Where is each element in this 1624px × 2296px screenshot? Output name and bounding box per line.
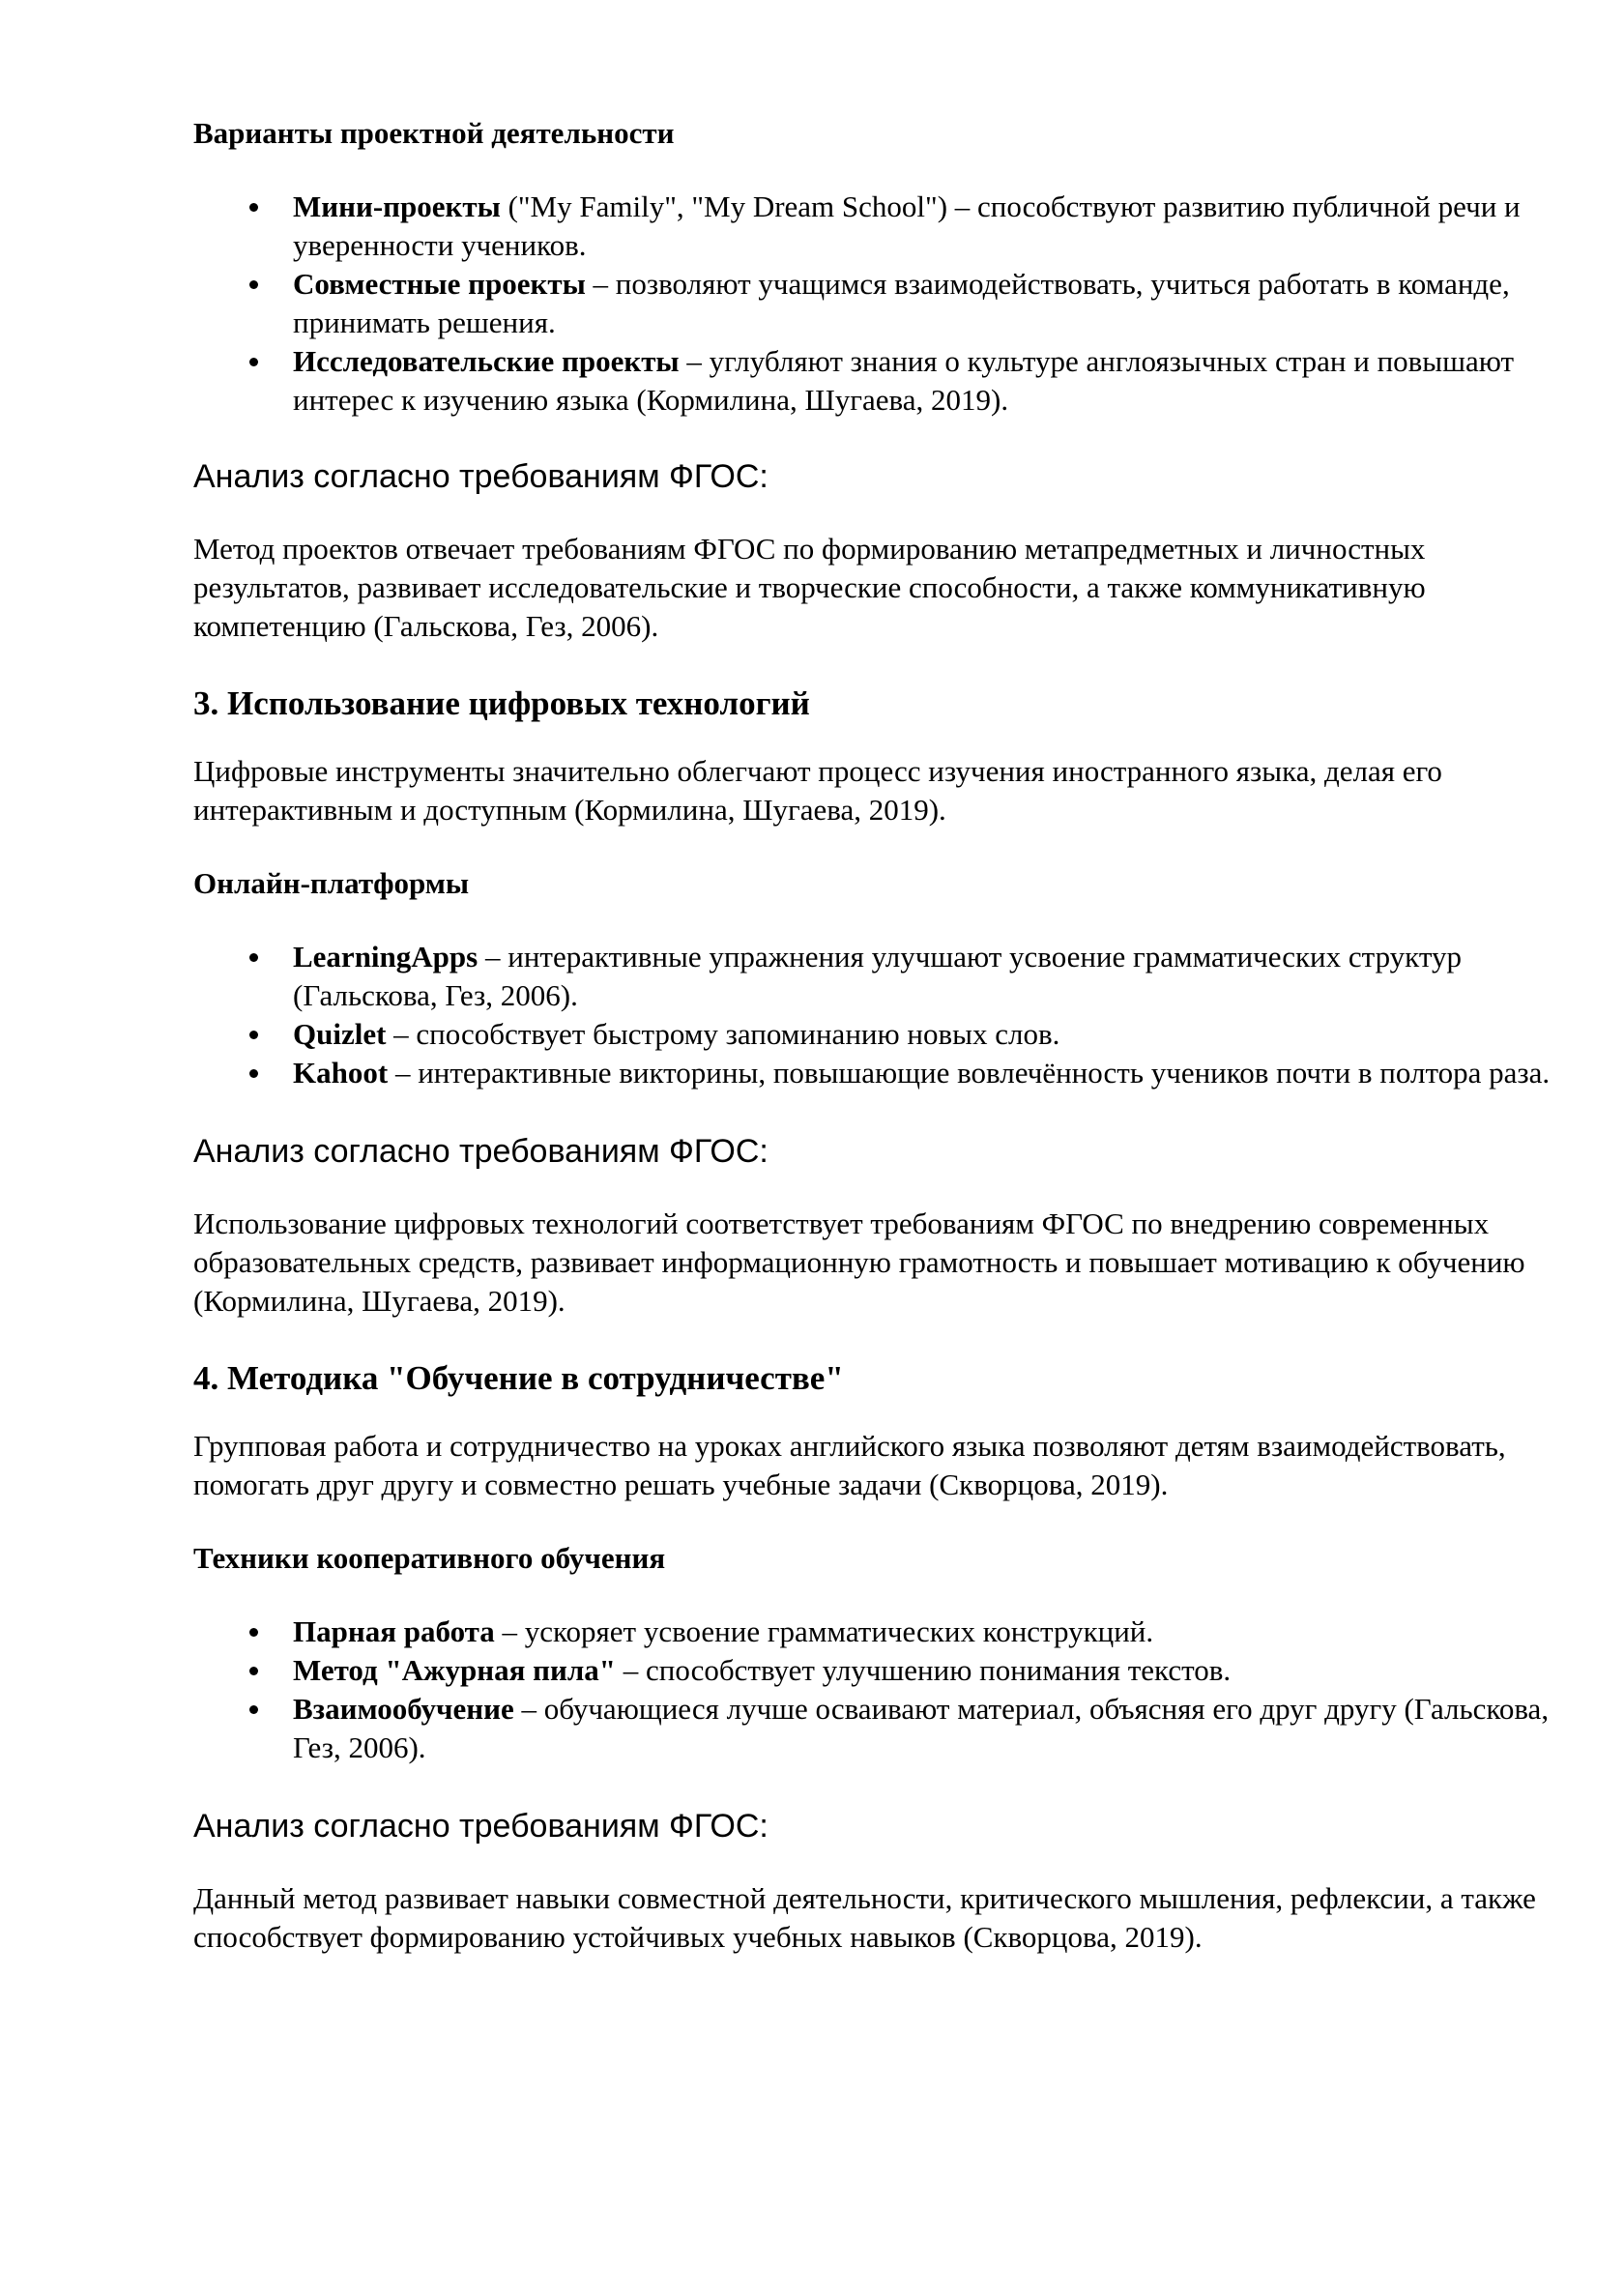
document-page: [193, 114, 1556, 1957]
list-item: [193, 938, 1556, 1015]
list-item: [193, 1690, 1556, 1767]
list-item-text: – способствует быстрому запоминанию новых слов.: [386, 1017, 1060, 1051]
cooperative-techniques-heading: Техники кооперативного обучения: [193, 1541, 666, 1575]
list-item: [193, 188, 1556, 265]
list-item-term: Мини-проекты: [293, 189, 501, 223]
list-item: [193, 1015, 1556, 1054]
list-item: [193, 1651, 1556, 1690]
list-item: [193, 342, 1556, 420]
list-item-text: – интерактивные викторины, повышающие вовлечённость учеников почти в полтора раза.: [388, 1056, 1551, 1090]
list-item-term: LearningApps: [293, 940, 478, 974]
bullet-icon: [249, 953, 258, 962]
list-item-text: – позволяют учащимся взаимодействовать, учиться работать в команде, принимать решения.: [293, 267, 1510, 339]
analysis-heading: Анализ согласно требованиям ФГОС:: [193, 458, 768, 495]
bullet-icon: [249, 1628, 258, 1637]
bullet-icon: [249, 280, 258, 289]
analysis-text: Метод проектов отвечает требованиям ФГОС по формированию метапредметных и личностных результатов, развивает исследовательские и творческие способности, а также коммуникативную компетенцию (Гальскова, Гез, 2006).: [193, 532, 1426, 643]
list-item-term: Взаимообучение: [293, 1692, 514, 1726]
bullet-icon: [249, 358, 258, 366]
bullet-icon: [249, 1705, 258, 1714]
analysis-text: Использование цифровых технологий соответствует требованиям ФГОС по внедрению современных образовательных средств, развивает информационную грамотность и повышает мотивацию к обучению (Кормилина, Шугаева, 2019).: [193, 1206, 1525, 1318]
list-item-term: Quizlet: [293, 1017, 387, 1051]
project-variants-heading: Варианты проектной деятельности: [193, 116, 675, 150]
list-item-term: Kahoot: [293, 1056, 389, 1090]
list-item-term: Парная работа: [293, 1614, 495, 1648]
cooperative-techniques-list: [193, 1613, 1556, 1767]
bullet-icon: [249, 203, 258, 212]
bullet-icon: [249, 1667, 258, 1675]
project-variants-list: [193, 188, 1556, 420]
analysis-text: Данный метод развивает навыки совместной деятельности, критического мышления, рефлексии, а также способствует формированию устойчивых учебных навыков (Скворцова, 2019).: [193, 1881, 1536, 1954]
list-item: [193, 1613, 1556, 1651]
bullet-icon: [249, 1031, 258, 1039]
section-intro: Групповая работа и сотрудничество на уроках английского языка позволяют детям взаимодействовать, помогать друг другу и совместно решать учебные задачи (Скворцова, 2019).: [193, 1429, 1506, 1501]
bullet-icon: [249, 1069, 258, 1078]
online-platforms-list: [193, 938, 1556, 1092]
list-item: [193, 265, 1556, 342]
list-item-term: Метод "Ажурная пила": [293, 1653, 616, 1687]
list-item-text: – обучающиеся лучше осваивают материал, объясняя его друг другу (Гальскова, Гез, 2006).: [293, 1692, 1550, 1764]
section-intro: Цифровые инструменты значительно облегчают процесс изучения иностранного языка, делая его интерактивным и доступным (Кормилина, Шугаева, 2019).: [193, 754, 1442, 827]
list-item-term: Совместные проекты: [293, 267, 586, 301]
online-platforms-heading: Онлайн-платформы: [193, 866, 470, 900]
list-item: [193, 1054, 1556, 1092]
section-title: 4. Методика "Обучение в сотрудничестве": [193, 1359, 844, 1397]
analysis-heading: Анализ согласно требованиям ФГОС:: [193, 1808, 768, 1845]
list-item-text: – углубляют знания о культуре англоязычных стран и повышают интерес к изучению языка (Кормилина, Шугаева, 2019).: [293, 344, 1515, 417]
list-item-text: ("My Family", "My Dream School") – способствуют развитию публичной речи и уверенности учеников.: [293, 189, 1521, 262]
list-item-text: – ускоряет усвоение грамматических конструкций.: [494, 1614, 1154, 1648]
section-title: 3. Использование цифровых технологий: [193, 684, 810, 722]
list-item-term: Исследовательские проекты: [293, 344, 680, 378]
list-item-text: – способствует улучшению понимания текстов.: [616, 1653, 1232, 1687]
analysis-heading: Анализ согласно требованиям ФГОС:: [193, 1133, 768, 1170]
list-item-text: – интерактивные упражнения улучшают усвоение грамматических структур (Гальскова, Гез, 2006).: [293, 940, 1462, 1012]
